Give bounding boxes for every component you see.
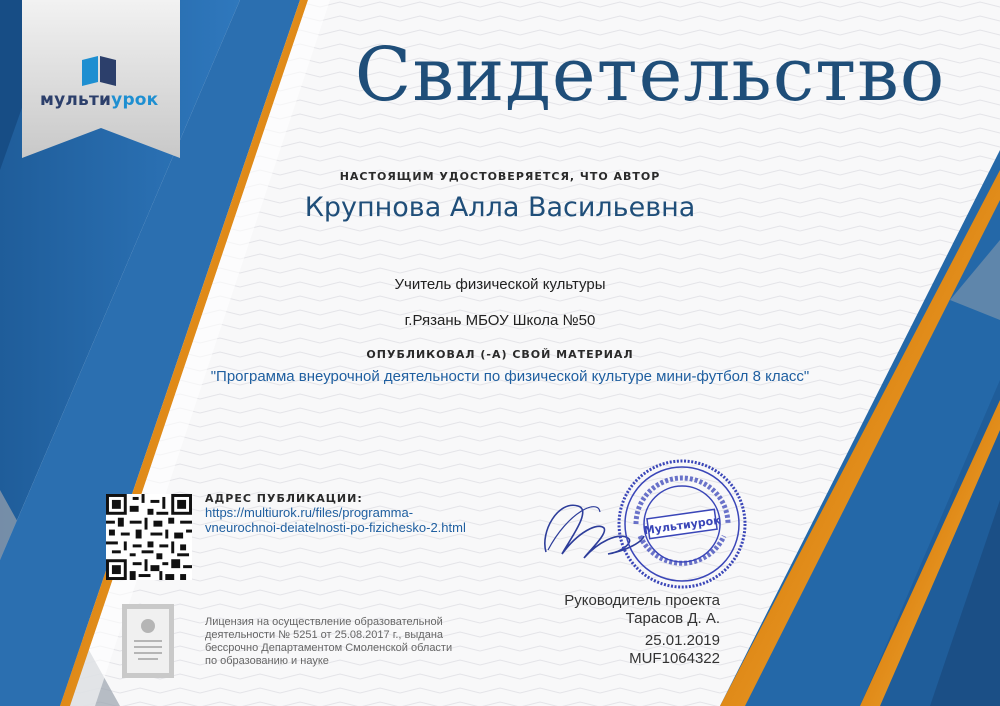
published-heading: ОПУБЛИКОВАЛ (-А) СВОЙ МАТЕРИАЛ [366,348,634,361]
license-line-4: по образованию и науке [205,655,329,667]
signer-role: Руководитель проекта [564,592,720,609]
issue-date: 25.01.2019 [644,632,720,649]
certify-line: НАСТОЯЩИМ УДОСТОВЕРЯЕТСЯ, ЧТО АВТОР [339,170,661,183]
license-line-1: Лицензия на осуществление образовательной [205,616,443,628]
license-line-2: деятельности № 5251 от 25.08.2017 г., выдана [205,629,444,641]
qr-code-icon[interactable] [106,494,192,580]
author-place: г.Рязань МБОУ Школа №50 [404,312,596,329]
license-line-3: бессрочно Департаментом Смоленской области [205,642,453,654]
logo-text-part1: мульти [40,90,112,110]
stamp-center-text: Мультиурок [643,513,722,538]
publication-heading: АДРЕС ПУБЛИКАЦИИ: [205,492,363,505]
license-document-icon [122,604,174,678]
organization-stamp [616,458,748,590]
certificate-title: Свидетельство [354,32,946,118]
signer-name: Тарасов Д. А. [625,610,720,627]
logo-text-part2: урок [111,90,159,110]
logo-badge [22,0,180,158]
certificate-meta [520,632,720,668]
certificate-code: MUF1064322 [629,650,720,667]
publication-url-line1: https://multiurok.ru/files/programma- [205,505,414,520]
logo-wordmark[interactable] [40,90,170,110]
signer-block [520,592,720,628]
material-title: "Программа внеурочной деятельности по физической культуре мини-футбол 8 класс" [210,368,810,385]
license-text [205,616,495,668]
publication-url[interactable] [205,505,545,535]
author-position: Учитель физической культуры [394,276,606,293]
author-name: Крупнова Алла Васильевна [304,192,696,223]
publication-url-line2: vneurochnoi-deiatelnosti-po-fizichesko-2.html [205,520,466,535]
